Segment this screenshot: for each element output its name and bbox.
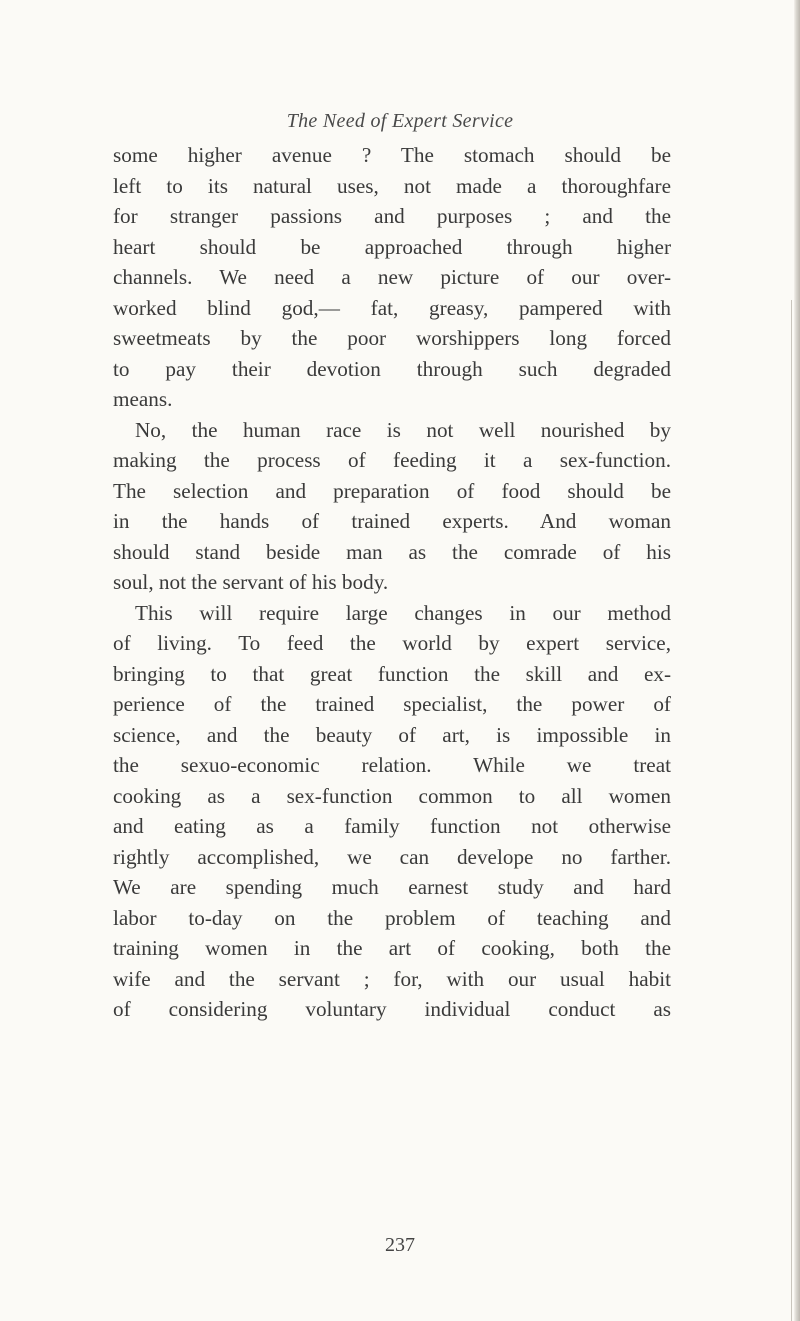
- text-line: of considering voluntary individual conduct as: [113, 997, 671, 1021]
- text-line: and eating as a family function not otherwise: [113, 814, 671, 838]
- text-line: heart should be approached through higher: [113, 234, 671, 259]
- text-line: The selection and preparation of food should be: [113, 478, 671, 503]
- text-line-paragraph-start: No, the human race is not well nourished by: [135, 417, 671, 442]
- body-text: [113, 140, 671, 1025]
- running-head: The Need of Expert Service: [286, 110, 514, 132]
- text-line: perience of the trained specialist, the power of: [113, 692, 671, 716]
- text-line: rightly accomplished, we can develope no farther.: [113, 844, 671, 869]
- text-line: bringing to that great function the skill and ex-: [113, 661, 671, 686]
- text-line: for stranger passions and purposes ; and the: [113, 204, 671, 228]
- text-line: worked blind god,— fat, greasy, pampered with: [113, 295, 671, 320]
- text-line: the sexuo-economic relation. While we treat: [113, 753, 671, 777]
- text-line: to pay their devotion through such degraded: [113, 356, 671, 381]
- text-line: soul, not the servant of his body.: [113, 570, 389, 594]
- text-line: of living. To feed the world by expert service,: [113, 631, 671, 655]
- text-line: sweetmeats by the poor worshippers long forced: [113, 326, 671, 350]
- text-line: channels. We need a new picture of our over-: [113, 265, 671, 289]
- text-line: science, and the beauty of art, is impossible in: [113, 722, 671, 747]
- text-line: We are spending much earnest study and hard: [113, 875, 671, 899]
- text-line: labor to-day on the problem of teaching and: [113, 905, 671, 930]
- text-line: making the process of feeding it a sex-function.: [113, 448, 671, 472]
- text-line: in the hands of trained experts. And woman: [113, 509, 671, 533]
- text-line-paragraph-start: This will require large changes in our method: [135, 600, 671, 625]
- text-line: should stand beside man as the comrade of his: [113, 539, 671, 564]
- text-line: wife and the servant ; for, with our usual habit: [113, 966, 671, 991]
- text-line: some higher avenue ? The stomach should be: [113, 143, 671, 167]
- text-line: training women in the art of cooking, both the: [113, 936, 671, 960]
- page-gutter-line: [791, 300, 792, 1321]
- text-line: left to its natural uses, not made a thoroughfare: [113, 173, 671, 198]
- page-number: 237: [385, 1234, 415, 1256]
- text-line: means.: [113, 387, 173, 411]
- text-line: cooking as a sex-function common to all women: [113, 783, 671, 808]
- page-binding-edge: [794, 0, 800, 1321]
